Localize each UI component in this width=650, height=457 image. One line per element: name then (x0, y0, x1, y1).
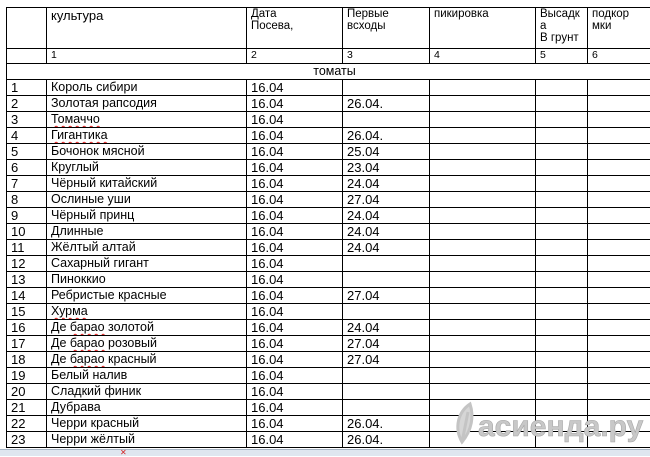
spellcheck-underline: барао (70, 336, 105, 350)
sprouting-date-cell (343, 80, 430, 96)
sprouting-date-cell: 24.04 (343, 224, 430, 240)
sowing-date-cell: 16.04 (247, 144, 343, 160)
pricking-cell (430, 240, 536, 256)
pricking-cell (430, 176, 536, 192)
row-number-cell: 21 (7, 400, 47, 416)
feeding-cell (588, 176, 650, 192)
row-number-cell: 5 (7, 144, 47, 160)
variety-name-cell: Дубрава (47, 400, 247, 416)
pricking-cell (430, 192, 536, 208)
row-number-cell: 6 (7, 160, 47, 176)
pricking-cell (430, 352, 536, 368)
variety-name-cell: Де барао красный (47, 352, 247, 368)
feeding-cell (588, 144, 650, 160)
table-row (7, 320, 650, 336)
proofing-error-icon[interactable]: ✕ (120, 450, 127, 456)
sprouting-date-cell: 26.04. (343, 416, 430, 432)
sowing-date-cell: 16.04 (247, 336, 343, 352)
watermark-text: асиенда.ру (478, 410, 644, 443)
transplant-cell (536, 192, 588, 208)
feeding-cell (588, 112, 650, 128)
transplant-cell (536, 320, 588, 336)
feeding-cell (588, 96, 650, 112)
column-number-cell: 1 (47, 49, 247, 64)
table-row (7, 192, 650, 208)
sprouting-date-cell: 27.04 (343, 352, 430, 368)
transplant-cell (536, 128, 588, 144)
header-cell: пикировка (430, 8, 536, 49)
sowing-date-cell: 16.04 (247, 160, 343, 176)
variety-name-cell: Де барао розовый (47, 336, 247, 352)
row-number-cell: 13 (7, 272, 47, 288)
transplant-cell (536, 272, 588, 288)
transplant-cell (536, 80, 588, 96)
table-row (7, 144, 650, 160)
variety-name-cell: Король сибири (47, 80, 247, 96)
sprouting-date-cell: 24.04 (343, 240, 430, 256)
pricking-cell (430, 208, 536, 224)
pricking-cell (430, 160, 536, 176)
row-number-cell: 20 (7, 384, 47, 400)
sprouting-date-cell: 27.04 (343, 336, 430, 352)
pricking-cell (430, 128, 536, 144)
sprouting-date-cell: 26.04. (343, 96, 430, 112)
variety-name-cell (47, 112, 247, 128)
header-cell (247, 8, 343, 49)
feeding-cell (588, 208, 650, 224)
transplant-cell (536, 288, 588, 304)
sowing-date-cell: 16.04 (247, 192, 343, 208)
pricking-cell (430, 256, 536, 272)
watermark (448, 398, 648, 450)
table-row (7, 256, 650, 272)
planting-table (6, 7, 650, 448)
variety-name-cell: Де барао золотой (47, 320, 247, 336)
header-cell (7, 8, 47, 49)
sowing-date-cell: 16.04 (247, 272, 343, 288)
transplant-cell (536, 176, 588, 192)
transplant-cell (536, 144, 588, 160)
sprouting-date-cell: 24.04 (343, 208, 430, 224)
sprouting-date-cell (343, 368, 430, 384)
feeding-cell (588, 336, 650, 352)
feeding-cell (588, 352, 650, 368)
feeding-cell (588, 224, 650, 240)
table-row (7, 368, 650, 384)
column-number-cell: 3 (343, 49, 430, 64)
row-number-cell: 4 (7, 128, 47, 144)
transplant-cell (536, 368, 588, 384)
feeding-cell (588, 240, 650, 256)
transplant-cell (536, 304, 588, 320)
sprouting-date-cell (343, 384, 430, 400)
sowing-date-cell: 16.04 (247, 320, 343, 336)
variety-name-cell: Ослиные уши (47, 192, 247, 208)
sprouting-date-cell: 26.04. (343, 432, 430, 448)
variety-name-cell: Бочонок мясной (47, 144, 247, 160)
table-row (7, 272, 650, 288)
transplant-cell (536, 96, 588, 112)
variety-name-cell: Жёлтый алтай (47, 240, 247, 256)
header-text: Высадк а В грунт (540, 8, 580, 44)
pricking-cell (430, 336, 536, 352)
sprouting-date-cell (343, 256, 430, 272)
section-title: томаты (7, 64, 650, 80)
spellcheck-underline: барао (70, 352, 105, 366)
feeding-cell (588, 368, 650, 384)
variety-name-cell (47, 304, 247, 320)
feeding-cell (588, 80, 650, 96)
sowing-date-cell: 16.04 (247, 128, 343, 144)
sowing-date-cell: 16.04 (247, 112, 343, 128)
column-number-cell: 6 (588, 49, 650, 64)
column-number-cell: 5 (536, 49, 588, 64)
sprouting-date-cell (343, 400, 430, 416)
transplant-cell (536, 224, 588, 240)
sprouting-date-cell (343, 304, 430, 320)
sprouting-date-cell (343, 112, 430, 128)
feeding-cell (588, 128, 650, 144)
row-number-cell: 3 (7, 112, 47, 128)
sprouting-date-cell: 23.04 (343, 160, 430, 176)
row-number-cell: 1 (7, 80, 47, 96)
transplant-cell (536, 352, 588, 368)
header-row (7, 8, 650, 49)
variety-name-cell (47, 128, 247, 144)
pricking-cell (430, 304, 536, 320)
sowing-date-cell: 16.04 (247, 240, 343, 256)
sowing-date-cell: 16.04 (247, 416, 343, 432)
feeding-cell (588, 160, 650, 176)
sprouting-date-cell: 24.04 (343, 176, 430, 192)
pricking-cell (430, 96, 536, 112)
transplant-cell (536, 256, 588, 272)
column-number-cell: 4 (430, 49, 536, 64)
sprouting-date-cell: 24.04 (343, 320, 430, 336)
row-number-cell: 15 (7, 304, 47, 320)
row-number-cell: 8 (7, 192, 47, 208)
pricking-cell (430, 272, 536, 288)
sowing-date-cell: 16.04 (247, 176, 343, 192)
table-row (7, 240, 650, 256)
row-number-cell: 11 (7, 240, 47, 256)
table-row (7, 224, 650, 240)
pricking-cell (430, 80, 536, 96)
transplant-cell (536, 112, 588, 128)
table-row (7, 96, 650, 112)
transplant-cell (536, 208, 588, 224)
row-number-cell: 12 (7, 256, 47, 272)
sprouting-date-cell: 27.04 (343, 192, 430, 208)
table-row (7, 208, 650, 224)
row-number-cell: 16 (7, 320, 47, 336)
feeding-cell (588, 272, 650, 288)
sowing-date-cell: 16.04 (247, 368, 343, 384)
variety-name-cell: Круглый (47, 160, 247, 176)
column-number-cell: 2 (247, 49, 343, 64)
table-row (7, 160, 650, 176)
pricking-cell (430, 112, 536, 128)
feeding-cell (588, 256, 650, 272)
sowing-date-cell: 16.04 (247, 208, 343, 224)
variety-name-cell: Золотая рапсодия (47, 96, 247, 112)
feeding-cell (588, 320, 650, 336)
pricking-cell (430, 144, 536, 160)
sprouting-date-cell: 26.04. (343, 128, 430, 144)
sowing-date-cell: 16.04 (247, 224, 343, 240)
header-text: Дата Посева, (251, 8, 293, 32)
variety-name-cell: Пиноккио (47, 272, 247, 288)
sowing-date-cell: 16.04 (247, 288, 343, 304)
sowing-date-cell: 16.04 (247, 352, 343, 368)
table-row (7, 128, 650, 144)
row-number-cell: 17 (7, 336, 47, 352)
column-number-row (7, 49, 650, 64)
spellcheck-underline: Гигантика (51, 128, 108, 142)
column-number-cell (7, 49, 47, 64)
row-number-cell: 22 (7, 416, 47, 432)
sowing-date-cell: 16.04 (247, 80, 343, 96)
pricking-cell (430, 288, 536, 304)
table-row (7, 176, 650, 192)
spellcheck-underline: Томаччо (51, 112, 100, 126)
row-number-cell: 23 (7, 432, 47, 448)
header-cell (588, 8, 650, 49)
variety-name-cell: Черри жёлтый (47, 432, 247, 448)
sprouting-date-cell (343, 272, 430, 288)
pricking-cell (430, 368, 536, 384)
section-row (7, 64, 650, 80)
feeding-cell (588, 288, 650, 304)
variety-name-cell: Длинные (47, 224, 247, 240)
watermark-leaf-icon (458, 404, 472, 442)
variety-name-cell: Белый налив (47, 368, 247, 384)
feeding-cell (588, 192, 650, 208)
header-cell: культура (47, 8, 247, 49)
variety-name-cell: Сладкий финик (47, 384, 247, 400)
row-number-cell: 10 (7, 224, 47, 240)
feeding-cell (588, 304, 650, 320)
sowing-date-cell: 16.04 (247, 432, 343, 448)
sprouting-date-cell: 25.04 (343, 144, 430, 160)
transplant-cell (536, 240, 588, 256)
variety-name-cell: Чёрный китайский (47, 176, 247, 192)
sowing-date-cell: 16.04 (247, 400, 343, 416)
table-row (7, 80, 650, 96)
pricking-cell (430, 224, 536, 240)
table-row (7, 288, 650, 304)
sowing-date-cell: 16.04 (247, 384, 343, 400)
row-number-cell: 2 (7, 96, 47, 112)
variety-name-cell: Сахарный гигант (47, 256, 247, 272)
row-number-cell: 14 (7, 288, 47, 304)
sowing-date-cell: 16.04 (247, 96, 343, 112)
table-row (7, 336, 650, 352)
table-row (7, 352, 650, 368)
row-number-cell: 19 (7, 368, 47, 384)
header-cell (343, 8, 430, 49)
row-number-cell: 9 (7, 208, 47, 224)
spellcheck-underline: Хурма (51, 304, 88, 318)
pricking-cell (430, 320, 536, 336)
table-row (7, 304, 650, 320)
sprouting-date-cell: 27.04 (343, 288, 430, 304)
sowing-date-cell: 16.04 (247, 304, 343, 320)
header-text: подкор мки (592, 8, 629, 32)
variety-name-cell: Ребристые красные (47, 288, 247, 304)
row-number-cell: 7 (7, 176, 47, 192)
row-number-cell: 18 (7, 352, 47, 368)
variety-name-cell: Чёрный принц (47, 208, 247, 224)
spellcheck-underline: барао (70, 320, 105, 334)
sowing-date-cell: 16.04 (247, 256, 343, 272)
transplant-cell (536, 336, 588, 352)
transplant-cell (536, 160, 588, 176)
variety-name-cell: Черри красный (47, 416, 247, 432)
header-text: Первые всходы (347, 8, 389, 32)
header-cell (536, 8, 588, 49)
table-row (7, 112, 650, 128)
